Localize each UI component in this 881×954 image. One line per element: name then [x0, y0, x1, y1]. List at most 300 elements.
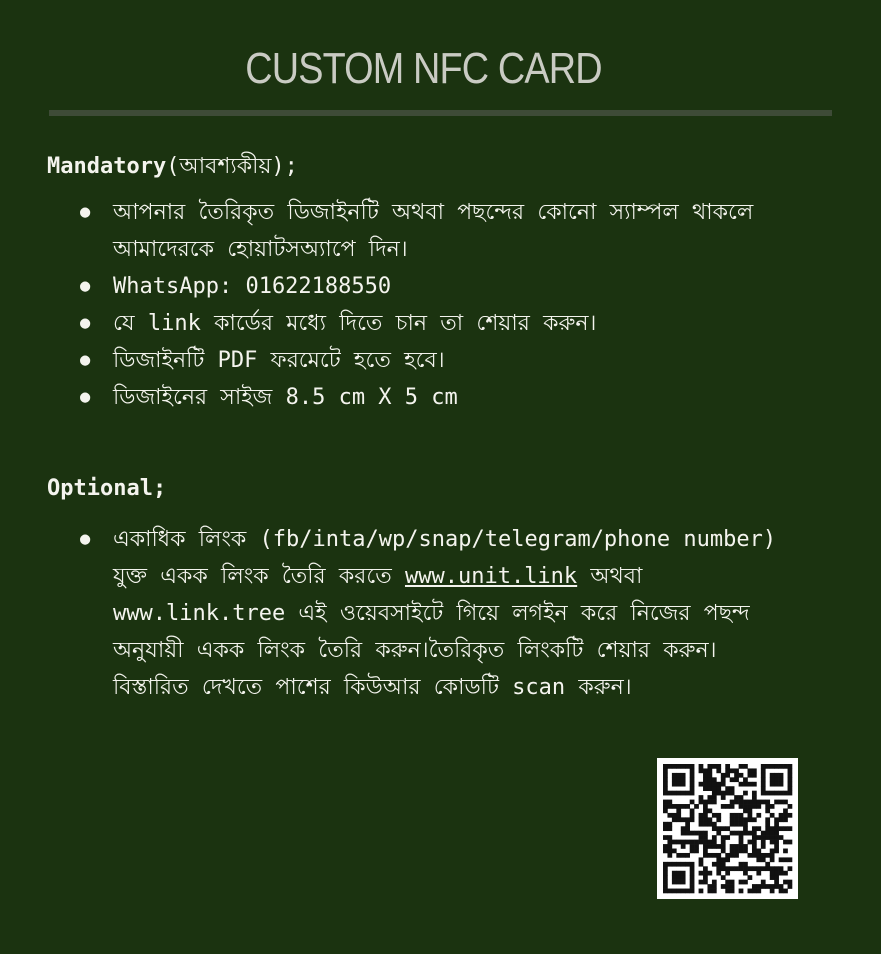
- qr-module: [748, 831, 753, 836]
- qr-module: [676, 840, 681, 845]
- qr-module: [694, 844, 699, 849]
- qr-module: [756, 871, 761, 876]
- qr-module: [712, 835, 717, 840]
- qr-module: [730, 884, 735, 889]
- unit-link[interactable]: www.unit.link: [404, 564, 578, 589]
- qr-module: [752, 768, 757, 773]
- qr-module: [783, 857, 788, 862]
- qr-module: [676, 862, 681, 867]
- qr-module: [699, 782, 704, 787]
- qr-module: [783, 840, 788, 845]
- qr-module: [743, 826, 748, 831]
- qr-module: [743, 777, 748, 782]
- qr-module: [748, 768, 753, 773]
- qr-module: [770, 875, 775, 880]
- qr-module: [685, 889, 690, 894]
- qr-module: [690, 871, 695, 876]
- qr-module: [667, 813, 672, 818]
- qr-code-icon: [657, 758, 798, 899]
- qr-module: [774, 875, 779, 880]
- qr-module: [761, 777, 766, 782]
- qr-module: [703, 768, 708, 773]
- qr-module: [774, 773, 779, 778]
- qr-module: [765, 866, 770, 871]
- qr-module: [663, 889, 668, 894]
- qr-module: [761, 782, 766, 787]
- qr-module: [770, 840, 775, 845]
- qr-module: [716, 862, 721, 867]
- qr-module: [667, 800, 672, 805]
- qr-module: [725, 773, 730, 778]
- qr-module: [663, 875, 668, 880]
- qr-module: [685, 791, 690, 796]
- qr-module: [761, 844, 766, 849]
- list-item: ● আপনার তৈরিকৃত ডিজাইনটি অথবা পছন্দের কোনো স্যাম্পল থাকলে আমাদেরকে হোয়াটসঅ্যাপে দিন।: [80, 194, 795, 268]
- qr-module: [703, 880, 708, 885]
- qr-module: [667, 791, 672, 796]
- qr-module: [748, 889, 753, 894]
- qr-module: [681, 844, 686, 849]
- qr-module: [699, 795, 704, 800]
- qr-module: [672, 791, 677, 796]
- qr-module: [774, 826, 779, 831]
- qr-module: [752, 782, 757, 787]
- qr-module: [712, 795, 717, 800]
- qr-module: [690, 862, 695, 867]
- qr-module: [730, 777, 735, 782]
- qr-module: [712, 862, 717, 867]
- qr-module: [725, 866, 730, 871]
- qr-module: [685, 826, 690, 831]
- qr-module: [663, 786, 668, 791]
- qr-module: [734, 813, 739, 818]
- qr-module: [690, 773, 695, 778]
- qr-module: [716, 782, 721, 787]
- qr-module: [707, 768, 712, 773]
- qr-module: [703, 804, 708, 809]
- qr-module: [752, 791, 757, 796]
- qr-module: [712, 889, 717, 894]
- qr-module: [788, 764, 793, 769]
- qr-module: [770, 826, 775, 831]
- qr-module: [756, 853, 761, 858]
- qr-module: [672, 813, 677, 818]
- qr-module: [725, 871, 730, 876]
- qr-module: [667, 826, 672, 831]
- mandatory-list: [80, 194, 795, 416]
- qr-module: [756, 884, 761, 889]
- qr-module: [770, 857, 775, 862]
- qr-module: [788, 768, 793, 773]
- qr-module: [739, 813, 744, 818]
- qr-module: [765, 862, 770, 867]
- mandatory-heading-suffix: (আবশ্যকীয়);: [166, 154, 298, 179]
- qr-module: [730, 844, 735, 849]
- optional-heading: Optional;: [47, 476, 167, 501]
- qr-module: [676, 782, 681, 787]
- qr-module: [783, 817, 788, 822]
- qr-module: [774, 849, 779, 854]
- qr-module: [681, 782, 686, 787]
- qr-module: [712, 884, 717, 889]
- qr-module: [681, 889, 686, 894]
- qr-module: [765, 822, 770, 827]
- qr-module: [743, 866, 748, 871]
- qr-module: [703, 840, 708, 845]
- qr-module: [681, 840, 686, 845]
- qr-module: [672, 862, 677, 867]
- qr-module: [663, 764, 668, 769]
- qr-module: [716, 813, 721, 818]
- qr-module: [663, 871, 668, 876]
- qr-module: [663, 849, 668, 854]
- qr-module: [712, 800, 717, 805]
- qr-module: [730, 853, 735, 858]
- qr-module: [716, 853, 721, 858]
- qr-module: [788, 884, 793, 889]
- qr-module: [699, 800, 704, 805]
- qr-module: [667, 764, 672, 769]
- qr-module: [770, 813, 775, 818]
- qr-module: [703, 782, 708, 787]
- qr-module: [779, 817, 784, 822]
- qr-module: [748, 813, 753, 818]
- qr-module: [663, 822, 668, 827]
- qr-module: [788, 857, 793, 862]
- qr-module: [779, 773, 784, 778]
- qr-module: [756, 857, 761, 862]
- qr-module: [707, 871, 712, 876]
- qr-module: [712, 840, 717, 845]
- qr-module: [685, 804, 690, 809]
- qr-module: [725, 764, 730, 769]
- qr-module: [716, 786, 721, 791]
- qr-module: [779, 764, 784, 769]
- qr-module: [774, 822, 779, 827]
- qr-module: [761, 773, 766, 778]
- qr-module: [667, 804, 672, 809]
- qr-module: [756, 889, 761, 894]
- qr-module: [667, 822, 672, 827]
- qr-module: [663, 880, 668, 885]
- qr-module: [779, 889, 784, 894]
- qr-module: [765, 800, 770, 805]
- qr-module: [725, 853, 730, 858]
- qr-module: [748, 808, 753, 813]
- qr-module: [779, 813, 784, 818]
- qr-module: [765, 826, 770, 831]
- qr-module: [748, 773, 753, 778]
- qr-module: [788, 786, 793, 791]
- qr-module: [779, 777, 784, 782]
- qr-module: [667, 840, 672, 845]
- qr-module: [716, 831, 721, 836]
- qr-module: [721, 844, 726, 849]
- mandatory-heading-label: Mandatory: [47, 154, 167, 179]
- qr-module: [672, 889, 677, 894]
- qr-module: [712, 844, 717, 849]
- qr-module: [690, 831, 695, 836]
- qr-module: [761, 884, 766, 889]
- qr-module: [739, 862, 744, 867]
- qr-module: [690, 875, 695, 880]
- qr-module: [756, 804, 761, 809]
- qr-module: [725, 786, 730, 791]
- qr-module: [694, 849, 699, 854]
- qr-module: [761, 840, 766, 845]
- qr-module: [672, 777, 677, 782]
- qr-module: [703, 849, 708, 854]
- qr-module: [707, 786, 712, 791]
- qr-module: [663, 862, 668, 867]
- qr-module: [783, 826, 788, 831]
- qr-module: [663, 800, 668, 805]
- qr-module: [703, 871, 708, 876]
- qr-module: [743, 804, 748, 809]
- qr-module: [788, 880, 793, 885]
- qr-module: [667, 844, 672, 849]
- qr-module: [681, 791, 686, 796]
- qr-module: [752, 831, 757, 836]
- qr-module: [743, 808, 748, 813]
- qr-module: [756, 866, 761, 871]
- qr-module: [730, 849, 735, 854]
- qr-module: [788, 813, 793, 818]
- qr-module: [712, 822, 717, 827]
- qr-module: [721, 777, 726, 782]
- qr-module: [748, 804, 753, 809]
- qr-module: [779, 782, 784, 787]
- qr-module: [681, 804, 686, 809]
- qr-module: [752, 889, 757, 894]
- qr-module: [770, 804, 775, 809]
- qr-module: [690, 844, 695, 849]
- qr-module: [707, 795, 712, 800]
- qr-module: [712, 813, 717, 818]
- qr-module: [761, 768, 766, 773]
- qr-module: [734, 844, 739, 849]
- qr-module: [690, 840, 695, 845]
- qr-module: [672, 764, 677, 769]
- qr-module: [739, 840, 744, 845]
- optional-list: [80, 521, 795, 706]
- qr-module: [721, 840, 726, 845]
- qr-module: [685, 840, 690, 845]
- qr-module: [752, 884, 757, 889]
- qr-module: [712, 791, 717, 796]
- qr-module: [774, 817, 779, 822]
- qr-module: [690, 849, 695, 854]
- qr-module: [676, 889, 681, 894]
- qr-module: [716, 791, 721, 796]
- qr-module: [676, 764, 681, 769]
- qr-module: [703, 866, 708, 871]
- qr-module: [681, 773, 686, 778]
- qr-module: [779, 857, 784, 862]
- qr-module: [725, 835, 730, 840]
- qr-module: [783, 880, 788, 885]
- optional-text-after-link: অথবা www.link.tree এই ওয়েবসাইটে গিয়ে লগইন করে নিজের পছন্দ অনুযায়ী একক লিংক তৈরি করুন।তৈরিকৃত লিংকটি শেয়ার করুন। বিস্তারিত দেখতে পাশের কিউআর কোডটি scan করুন।: [113, 564, 750, 700]
- qr-module: [721, 791, 726, 796]
- qr-module: [699, 813, 704, 818]
- qr-module: [725, 826, 730, 831]
- qr-module: [703, 822, 708, 827]
- qr-module: [663, 844, 668, 849]
- qr-module: [703, 835, 708, 840]
- qr-module: [743, 817, 748, 822]
- qr-module: [788, 826, 793, 831]
- list-item: ● WhatsApp: 01622188550: [80, 268, 795, 305]
- qr-module: [779, 884, 784, 889]
- page-title: CUSTOM NFC CARD: [245, 44, 602, 93]
- qr-module: [690, 817, 695, 822]
- qr-module: [663, 884, 668, 889]
- qr-module: [743, 800, 748, 805]
- qr-module: [743, 849, 748, 854]
- qr-module: [788, 804, 793, 809]
- qr-module: [716, 826, 721, 831]
- qr-module: [690, 768, 695, 773]
- qr-module: [667, 835, 672, 840]
- qr-module: [685, 764, 690, 769]
- qr-module: [779, 791, 784, 796]
- qr-module: [752, 840, 757, 845]
- qr-module: [734, 768, 739, 773]
- qr-module: [756, 849, 761, 854]
- qr-module: [721, 862, 726, 867]
- qr-module: [752, 826, 757, 831]
- qr-module: [707, 822, 712, 827]
- qr-module: [774, 871, 779, 876]
- qr-module: [667, 889, 672, 894]
- qr-module: [739, 889, 744, 894]
- qr-module: [739, 880, 744, 885]
- qr-module: [734, 849, 739, 854]
- qr-module: [690, 782, 695, 787]
- qr-module: [770, 777, 775, 782]
- qr-module: [703, 786, 708, 791]
- qr-module: [743, 822, 748, 827]
- qr-module: [774, 831, 779, 836]
- qr-module: [774, 844, 779, 849]
- qr-module: [663, 826, 668, 831]
- qr-module: [703, 875, 708, 880]
- qr-module: [779, 871, 784, 876]
- qr-module: [756, 813, 761, 818]
- qr-module: [707, 764, 712, 769]
- qr-module: [770, 791, 775, 796]
- qr-module: [663, 782, 668, 787]
- qr-module: [681, 880, 686, 885]
- qr-module: [752, 804, 757, 809]
- qr-module: [765, 808, 770, 813]
- qr-module: [690, 889, 695, 894]
- qr-module: [761, 866, 766, 871]
- qr-module: [734, 853, 739, 858]
- qr-module: [730, 889, 735, 894]
- qr-module: [712, 764, 717, 769]
- qr-module: [716, 817, 721, 822]
- qr-module: [743, 844, 748, 849]
- qr-module: [743, 880, 748, 885]
- qr-module: [676, 880, 681, 885]
- qr-module: [743, 862, 748, 867]
- qr-module: [774, 866, 779, 871]
- qr-module: [761, 835, 766, 840]
- qr-module: [783, 813, 788, 818]
- qr-module: [703, 853, 708, 858]
- qr-module: [672, 871, 677, 876]
- qr-module: [712, 853, 717, 858]
- qr-module: [770, 831, 775, 836]
- qr-module: [699, 862, 704, 867]
- qr-module: [672, 875, 677, 880]
- qr-module: [752, 844, 757, 849]
- qr-module: [672, 840, 677, 845]
- qr-module: [788, 866, 793, 871]
- qr-module: [681, 826, 686, 831]
- qr-module: [788, 782, 793, 787]
- qr-module: [752, 773, 757, 778]
- qr-module: [712, 880, 717, 885]
- qr-module: [663, 773, 668, 778]
- qr-module: [690, 786, 695, 791]
- qr-module: [788, 773, 793, 778]
- qr-module: [716, 871, 721, 876]
- qr-module: [730, 880, 735, 885]
- qr-module: [739, 866, 744, 871]
- qr-module: [672, 880, 677, 885]
- qr-module: [770, 835, 775, 840]
- qr-module: [765, 804, 770, 809]
- list-item: ● ডিজাইনের সাইজ 8.5 cm X 5 cm: [80, 379, 795, 416]
- qr-module: [739, 782, 744, 787]
- qr-module: [707, 840, 712, 845]
- qr-module: [676, 875, 681, 880]
- qr-module: [676, 808, 681, 813]
- qr-module: [752, 835, 757, 840]
- qr-module: [699, 817, 704, 822]
- qr-module: [752, 800, 757, 805]
- qr-module: [685, 831, 690, 836]
- qr-module: [739, 804, 744, 809]
- qr-module: [730, 866, 735, 871]
- qr-module: [707, 889, 712, 894]
- qr-module: [748, 817, 753, 822]
- qr-module: [739, 849, 744, 854]
- qr-module: [699, 835, 704, 840]
- mandatory-heading: [47, 149, 298, 186]
- qr-module: [734, 831, 739, 836]
- qr-module: [703, 813, 708, 818]
- qr-module: [663, 866, 668, 871]
- qr-module: [690, 884, 695, 889]
- qr-module: [690, 880, 695, 885]
- qr-module: [774, 835, 779, 840]
- qr-module: [699, 768, 704, 773]
- qr-module: [748, 853, 753, 858]
- qr-module: [774, 840, 779, 845]
- qr-module: [707, 844, 712, 849]
- qr-module: [672, 782, 677, 787]
- qr-module: [765, 831, 770, 836]
- qr-module: [743, 831, 748, 836]
- qr-module: [739, 831, 744, 836]
- qr-module: [690, 800, 695, 805]
- qr-module: [765, 791, 770, 796]
- qr-module: [667, 862, 672, 867]
- qr-module: [699, 889, 704, 894]
